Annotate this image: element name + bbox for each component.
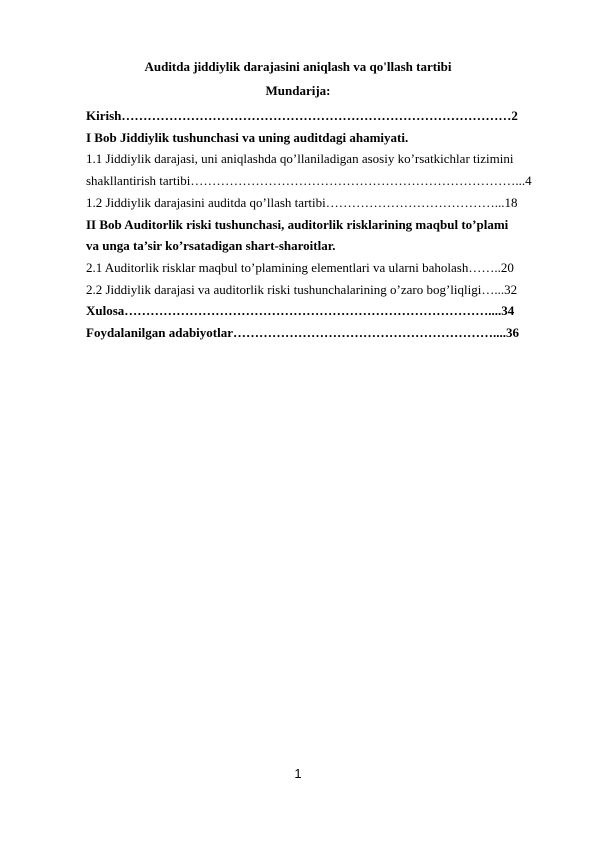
toc-entry-section-2-1: 2.1 Auditorlik risklar maqbul to’plamining elementlari va ularni baholash……..20 [86,259,514,275]
toc-entry-references: Foydalanilgan adabiyotlar……………………………………………………....36 [86,325,519,341]
toc-entry-introduction: Kirish………………………………………………………………………………2 [86,108,518,123]
toc-entry-section-2-2: 2.2 Jiddiylik darajasi va auditorlik riski tushunchalarining o’zaro bog’liqligi…...32 [86,281,518,297]
contents-heading: Mundarija: [265,83,331,98]
toc-entry-section-1-1-cont: shakllantirish tartibi…………………………………………………………………...4 [86,173,532,189]
toc-entry-chapter-2-cont: va unga ta’sir ko’rsatadigan shart-sharoitlar. [86,238,336,254]
toc-entry-chapter-2: II Bob Auditorlik riski tushunchasi, auditorlik risklarining maqbul to’plami [86,216,509,232]
toc-entry-conclusion: Xulosa…………………………………………………………………………....34 [86,303,515,319]
toc-entry-section-1-1: 1.1 Jiddiylik darajasi, uni aniqlashda qo’llaniladigan asosiy ko’rsatkichlar tizimini [86,151,514,167]
toc-entry-chapter-1: I Bob Jiddiylik tushunchasi va uning auditdagi ahamiyati. [86,129,409,145]
page-number: 1 [294,766,302,781]
toc-entry-section-1-2: 1.2 Jiddiylik darajasini auditda qo’llash tartibi…………………………………...18 [86,194,518,210]
document-title: Auditda jiddiylik darajasini aniqlash va qo'llash tartibi [144,59,452,74]
table-of-contents [86,105,556,344]
